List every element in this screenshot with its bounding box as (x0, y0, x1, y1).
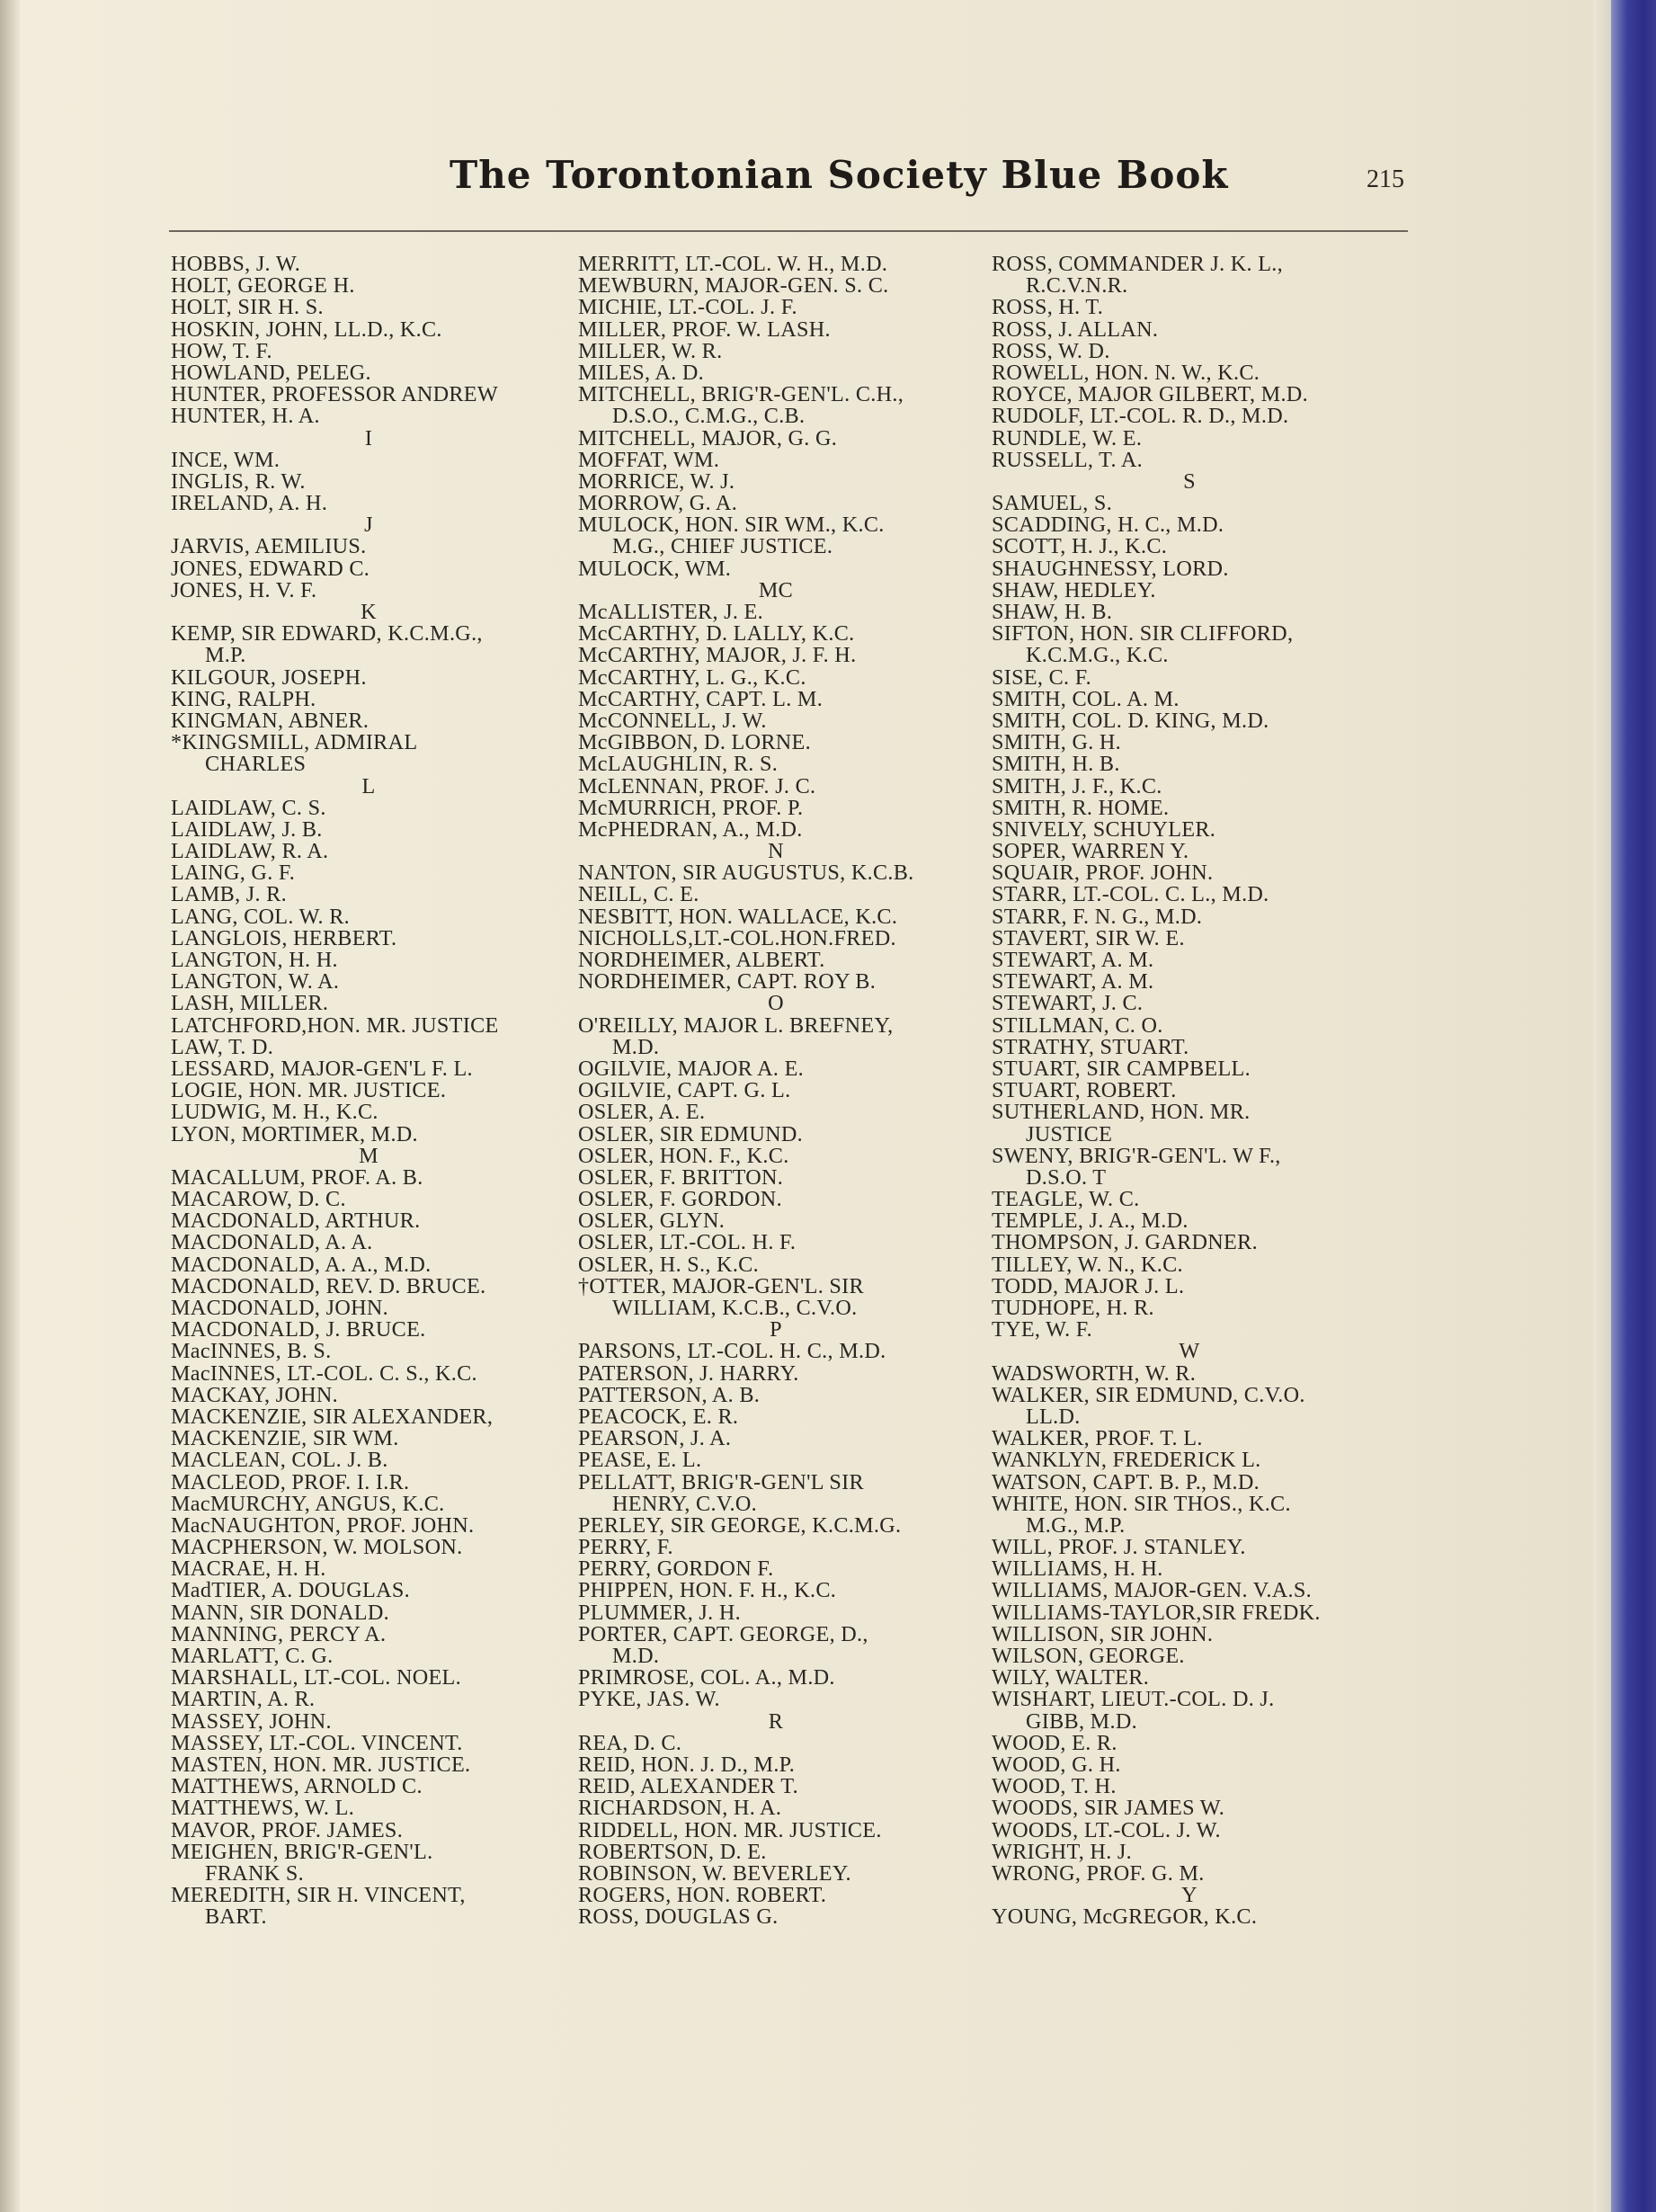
directory-entry: KILGOUR, JOSEPH. (171, 664, 367, 690)
directory-entry: MULOCK, WM. (578, 556, 732, 581)
directory-entry: SMITH, COL. A. M. (992, 686, 1180, 711)
page-gutter-shadow (0, 0, 20, 2212)
directory-entry: REID, HON. J. D., M.P. (578, 1752, 796, 1777)
directory-entry: WOOD, E. R. (992, 1730, 1117, 1755)
directory-entry: M.D. (612, 1034, 660, 1059)
directory-entry: MacMURCHY, ANGUS, K.C. (171, 1491, 445, 1516)
directory-entry: ROSS, COMMANDER J. K. L., (992, 252, 1284, 276)
directory-entry: McCARTHY, D. LALLY, K.C. (578, 621, 855, 647)
directory-entry: REID, ALEXANDER T. (578, 1774, 799, 1799)
directory-entry: *KINGSMILL, ADMIRAL (171, 730, 418, 755)
directory-entry: LAW, T. D. (171, 1034, 274, 1059)
directory-entry: HOSKIN, JOHN, LL.D., K.C. (171, 317, 442, 342)
directory-entry: TILLEY, W. N., K.C. (992, 1252, 1183, 1277)
directory-entry: WOOD, T. H. (992, 1774, 1117, 1799)
directory-entry: OSLER, F. BRITTON. (578, 1164, 784, 1190)
directory-entry: PERRY, GORDON F. (578, 1556, 774, 1582)
section-letter: Y (1181, 1883, 1197, 1908)
directory-entry: ROSS, J. ALLAN. (992, 317, 1159, 342)
directory-entry: JONES, H. V. F. (171, 577, 317, 602)
directory-entry: REA, D. C. (578, 1730, 682, 1755)
directory-entry: NORDHEIMER, ALBERT. (578, 948, 825, 972)
directory-entry: ROWELL, HON. N. W., K.C. (992, 360, 1260, 385)
directory-entry: O'REILLY, MAJOR L. BREFNEY, (578, 1012, 894, 1038)
directory-entry: OSLER, HON. F., K.C. (578, 1143, 789, 1168)
page-edge (1593, 0, 1611, 2212)
directory-entry: MACDONALD, J. BRUCE. (171, 1317, 426, 1342)
directory-entry: MAVOR, PROF. JAMES. (171, 1817, 404, 1842)
directory-entry: LOGIE, HON. MR. JUSTICE. (171, 1078, 447, 1103)
directory-entry: SIFTON, HON. SIR CLIFFORD, (992, 621, 1294, 647)
directory-entry: WISHART, LIEUT.-COL. D. J. (992, 1687, 1275, 1712)
directory-entry: NICHOLLS,LT.-COL.HON.FRED. (578, 925, 896, 950)
directory-entry: HUNTER, PROFESSOR ANDREW (171, 382, 499, 407)
directory-entry: KING, RALPH. (171, 686, 316, 711)
directory-entry: RUSSELL, T. A. (992, 447, 1143, 472)
directory-entry: McCARTHY, L. G., K.C. (578, 664, 806, 690)
directory-entry: JONES, EDWARD C. (171, 556, 370, 581)
directory-entry: MARTIN, A. R. (171, 1687, 316, 1712)
directory-entry: M.G., M.P. (1026, 1512, 1126, 1538)
directory-entry: SNIVELY, SCHUYLER. (992, 816, 1216, 842)
directory-entry: CHARLES (205, 752, 307, 777)
directory-entry: LASH, MILLER. (171, 991, 329, 1016)
directory-entry: LATCHFORD,HON. MR. JUSTICE (171, 1012, 499, 1038)
directory-entry: TEAGLE, W. C. (992, 1187, 1140, 1212)
directory-entry: MACDONALD, A. A., M.D. (171, 1252, 432, 1277)
directory-entry: McGIBBON, D. LORNE. (578, 730, 811, 755)
directory-entry: WHITE, HON. SIR THOS., K.C. (992, 1491, 1291, 1516)
directory-entry: MASTEN, HON. MR. JUSTICE. (171, 1752, 471, 1777)
directory-entry: LL.D. (1026, 1404, 1081, 1429)
directory-entry: OGILVIE, CAPT. G. L. (578, 1078, 791, 1103)
directory-entry: PERLEY, SIR GEORGE, K.C.M.G. (578, 1512, 902, 1538)
directory-entry: SHAW, H. B. (992, 600, 1113, 624)
directory-entry: LAIDLAW, C. S. (171, 795, 326, 820)
directory-entry: PLUMMER, J. H. (578, 1600, 741, 1625)
directory-entry: McMURRICH, PROF. P. (578, 795, 804, 820)
directory-entry: McPHEDRAN, A., M.D. (578, 816, 803, 842)
directory-entry: RUDOLF, LT.-COL. R. D., M.D. (992, 404, 1289, 429)
directory-entry: MEWBURN, MAJOR-GEN. S. C. (578, 273, 889, 299)
directory-entry: M.D. (612, 1644, 660, 1668)
section-letter: W (1179, 1339, 1200, 1364)
directory-entry: MEREDITH, SIR H. VINCENT, (171, 1883, 466, 1908)
directory-entry: HOWLAND, PELEG. (171, 360, 371, 385)
directory-entry: WILLIAM, K.C.B., C.V.O. (612, 1296, 858, 1320)
directory-entry: NEILL, C. E. (578, 882, 699, 907)
directory-entry: MORROW, G. A. (578, 491, 738, 516)
directory-entry: OSLER, H. S., K.C. (578, 1252, 759, 1277)
directory-entry: HENRY, C.V.O. (612, 1491, 757, 1516)
directory-entry: PYKE, JAS. W. (578, 1687, 720, 1712)
directory-entry: LAING, G. F. (171, 861, 296, 886)
directory-entry: McLENNAN, PROF. J. C. (578, 773, 816, 798)
directory-entry: STAVERT, SIR W. E. (992, 925, 1185, 950)
directory-entry: SCOTT, H. J., K.C. (992, 534, 1168, 559)
directory-entry: MILES, A. D. (578, 360, 704, 385)
directory-entry: MASSEY, JOHN. (171, 1708, 332, 1734)
directory-entry: RIDDELL, HON. MR. JUSTICE. (578, 1817, 882, 1842)
directory-entry: WATSON, CAPT. B. P., M.D. (992, 1469, 1260, 1494)
directory-entry: MILLER, W. R. (578, 338, 723, 363)
directory-entry: LANGLOIS, HERBERT. (171, 925, 397, 950)
section-letter: K (361, 600, 377, 624)
section-letter: L (361, 773, 376, 798)
directory-entry: STRATHY, STUART. (992, 1034, 1189, 1059)
section-letter: P (770, 1317, 782, 1342)
directory-entry: KINGMAN, ABNER. (171, 708, 369, 733)
directory-entry: OSLER, F. GORDON. (578, 1187, 782, 1212)
header-rule (169, 230, 1408, 232)
directory-entry: †OTTER, MAJOR-GEN'L. SIR (578, 1273, 864, 1298)
directory-entry: MACDONALD, ARTHUR. (171, 1209, 421, 1234)
directory-entry: MACRAE, H. H. (171, 1556, 326, 1582)
directory-entry: MEIGHEN, BRIG'R-GEN'L. (171, 1839, 433, 1864)
directory-entry: BART. (205, 1904, 267, 1930)
directory-entry: MATTHEWS, ARNOLD C. (171, 1774, 423, 1799)
directory-entry: NESBITT, HON. WALLACE, K.C. (578, 904, 898, 929)
directory-entry: SWENY, BRIG'R-GEN'L. W F., (992, 1143, 1281, 1168)
directory-entry: MACKENZIE, SIR ALEXANDER, (171, 1404, 494, 1429)
directory-entry: MATTHEWS, W. L. (171, 1796, 355, 1821)
directory-entry: STEWART, A. M. (992, 969, 1154, 995)
directory-entry: MACLEOD, PROF. I. I.R. (171, 1469, 410, 1494)
directory-entry: WILL, PROF. J. STANLEY. (992, 1535, 1246, 1560)
directory-entry: MacINNES, LT.-COL. C. S., K.C. (171, 1360, 477, 1386)
directory-entry: R.C.V.N.R. (1026, 273, 1128, 299)
directory-entry: WILSON, GEORGE. (992, 1644, 1185, 1668)
directory-entry: IRELAND, A. H. (171, 491, 328, 516)
directory-entry: MACKAY, JOHN. (171, 1382, 339, 1407)
directory-entry: LAMB, J. R. (171, 882, 287, 907)
directory-entry: TYE, W. F. (992, 1317, 1092, 1342)
directory-entry: PATTERSON, A. B. (578, 1382, 761, 1407)
directory-entry: ROYCE, MAJOR GILBERT, M.D. (992, 382, 1308, 407)
directory-entry: RICHARDSON, H. A. (578, 1796, 782, 1821)
directory-entry: SISE, C. F. (992, 664, 1091, 690)
directory-entry: MANN, SIR DONALD. (171, 1600, 389, 1625)
directory-entry: MULOCK, HON. SIR WM., K.C. (578, 513, 885, 538)
directory-entry: OSLER, LT.-COL. H. F. (578, 1230, 797, 1255)
directory-entry: SUTHERLAND, HON. MR. (992, 1100, 1251, 1125)
directory-entry: SMITH, H. B. (992, 752, 1120, 777)
directory-entry: OGILVIE, MAJOR A. E. (578, 1056, 805, 1081)
directory-entry: MacNAUGHTON, PROF. JOHN. (171, 1512, 475, 1538)
section-letter: N (768, 839, 784, 864)
name-column-3 (992, 254, 1414, 1928)
directory-entry: LAIDLAW, J. B. (171, 816, 323, 842)
directory-entry: MERRITT, LT.-COL. W. H., M.D. (578, 252, 888, 276)
directory-entry: MACALLUM, PROF. A. B. (171, 1164, 423, 1190)
directory-entry: OSLER, SIR EDMUND. (578, 1121, 803, 1146)
directory-entry: MITCHELL, MAJOR, G. G. (578, 425, 838, 450)
directory-entry: LANGTON, H. H. (171, 948, 338, 972)
directory-entry: STEWART, J. C. (992, 991, 1144, 1016)
directory-entry: MACDONALD, JOHN. (171, 1296, 388, 1320)
directory-entry: LESSARD, MAJOR-GEN'L F. L. (171, 1056, 473, 1081)
directory-entry: HOLT, SIR H. S. (171, 295, 324, 320)
directory-entry: ROSS, W. D. (992, 338, 1110, 363)
directory-entry: PERRY, F. (578, 1535, 673, 1560)
book-binding (1611, 0, 1656, 2212)
directory-entry: THOMPSON, J. GARDNER. (992, 1230, 1258, 1255)
directory-entry: SHAW, HEDLEY. (992, 577, 1156, 602)
directory-entry: ROSS, DOUGLAS G. (578, 1904, 779, 1930)
directory-entry: WOODS, SIR JAMES W. (992, 1796, 1225, 1821)
directory-entry: STILLMAN, C. O. (992, 1012, 1163, 1038)
directory-entry: MACDONALD, A. A. (171, 1230, 373, 1255)
directory-entry: YOUNG, McGREGOR, K.C. (992, 1904, 1258, 1930)
directory-entry: MacINNES, B. S. (171, 1339, 332, 1364)
directory-entry: TUDHOPE, H. R. (992, 1296, 1154, 1320)
section-letter: J (364, 513, 373, 538)
section-letter: O (768, 991, 784, 1016)
directory-entry: LAIDLAW, R. A. (171, 839, 329, 864)
directory-entry: HOW, T. F. (171, 338, 272, 363)
directory-entry: MACPHERSON, W. MOLSON. (171, 1535, 463, 1560)
directory-entry: MORRICE, W. J. (578, 468, 735, 494)
directory-entry: STUART, ROBERT. (992, 1078, 1177, 1103)
directory-entry: MACAROW, D. C. (171, 1187, 346, 1212)
directory-entry: MACKENZIE, SIR WM. (171, 1426, 399, 1451)
directory-entry: MACDONALD, REV. D. BRUCE. (171, 1273, 486, 1298)
directory-entry: MILLER, PROF. W. LASH. (578, 317, 831, 342)
directory-entry: PELLATT, BRIG'R-GEN'L SIR (578, 1469, 864, 1494)
directory-entry: MICHIE, LT.-COL. J. F. (578, 295, 797, 320)
section-letter: M (359, 1143, 378, 1168)
directory-entry: RUNDLE, W. E. (992, 425, 1143, 450)
name-column-2 (578, 254, 1001, 1928)
directory-entry: JARVIS, AEMILIUS. (171, 534, 367, 559)
directory-entry: OSLER, GLYN. (578, 1209, 726, 1234)
directory-entry: ROBERTSON, D. E. (578, 1839, 767, 1864)
directory-entry: WALKER, SIR EDMUND, C.V.O. (992, 1382, 1305, 1407)
directory-entry: WOODS, LT.-COL. J. W. (992, 1817, 1221, 1842)
directory-entry: SHAUGHNESSY, LORD. (992, 556, 1229, 581)
directory-entry: PEASE, E. L. (578, 1448, 702, 1473)
directory-entry: MANNING, PERCY A. (171, 1621, 387, 1646)
directory-entry: McLAUGHLIN, R. S. (578, 752, 779, 777)
directory-entry: MASSEY, LT.-COL. VINCENT. (171, 1730, 463, 1755)
directory-entry: WRIGHT, H. J. (992, 1839, 1132, 1864)
directory-entry: PRIMROSE, COL. A., M.D. (578, 1665, 835, 1690)
directory-entry: MARSHALL, LT.-COL. NOEL. (171, 1665, 461, 1690)
directory-entry: HOLT, GEORGE H. (171, 273, 355, 299)
directory-entry: STEWART, A. M. (992, 948, 1154, 972)
directory-entry: McCONNELL, J. W. (578, 708, 767, 733)
directory-entry: PEARSON, J. A. (578, 1426, 732, 1451)
section-letter: MC (758, 577, 794, 602)
directory-entry: MOFFAT, WM. (578, 447, 720, 472)
directory-entry: WOOD, G. H. (992, 1752, 1121, 1777)
directory-entry: SCADDING, H. C., M.D. (992, 513, 1224, 538)
directory-entry: KEMP, SIR EDWARD, K.C.M.G., (171, 621, 483, 647)
directory-entry: JUSTICE (1026, 1121, 1113, 1146)
name-column-1 (171, 254, 593, 1928)
directory-entry: PHIPPEN, HON. F. H., K.C. (578, 1578, 837, 1603)
directory-entry: HUNTER, H. A. (171, 404, 320, 429)
directory-entry: INCE, WM. (171, 447, 280, 472)
directory-entry: McCARTHY, MAJOR, J. F. H. (578, 643, 857, 668)
directory-entry: WILLIAMS-TAYLOR,SIR FREDK. (992, 1600, 1321, 1625)
directory-entry: McALLISTER, J. E. (578, 600, 763, 624)
directory-entry: PORTER, CAPT. GEORGE, D., (578, 1621, 868, 1646)
section-letter: I (364, 425, 373, 450)
directory-entry: STARR, F. N. G., M.D. (992, 904, 1203, 929)
directory-entry: K.C.M.G., K.C. (1026, 643, 1169, 668)
directory-entry: LANGTON, W. A. (171, 969, 340, 995)
directory-entry: GIBB, M.D. (1026, 1708, 1137, 1734)
directory-entry: LANG, COL. W. R. (171, 904, 350, 929)
directory-entry: WILLISON, SIR JOHN. (992, 1621, 1214, 1646)
directory-entry: MadTIER, A. DOUGLAS. (171, 1578, 411, 1603)
directory-entry: TEMPLE, J. A., M.D. (992, 1209, 1189, 1234)
directory-entry: STUART, SIR CAMPBELL. (992, 1056, 1251, 1081)
directory-entry: LYON, MORTIMER, M.D. (171, 1121, 418, 1146)
directory-entry: WILY, WALTER. (992, 1665, 1150, 1690)
directory-entry: McCARTHY, CAPT. L. M. (578, 686, 824, 711)
directory-entry: SMITH, G. H. (992, 730, 1122, 755)
directory-entry: WANKLYN, FREDERICK L. (992, 1448, 1261, 1473)
directory-entry: SMITH, R. HOME. (992, 795, 1170, 820)
directory-entry: HOBBS, J. W. (171, 252, 301, 276)
directory-entry: INGLIS, R. W. (171, 468, 306, 494)
directory-entry: FRANK S. (205, 1860, 304, 1886)
directory-entry: TODD, MAJOR J. L. (992, 1273, 1185, 1298)
directory-entry: OSLER, A. E. (578, 1100, 706, 1125)
directory-entry: WILLIAMS, MAJOR-GEN. V.A.S. (992, 1578, 1312, 1603)
page-number: 215 (1367, 165, 1404, 193)
directory-entry: ROBINSON, W. BEVERLEY. (578, 1860, 851, 1886)
directory-entry: SAMUEL, S. (992, 491, 1113, 516)
directory-entry: SMITH, COL. D. KING, M.D. (992, 708, 1269, 733)
running-header-title: The Torontonian Society Blue Book (450, 153, 1229, 197)
directory-entry: NORDHEIMER, CAPT. ROY B. (578, 969, 877, 995)
section-letter: R (768, 1708, 784, 1734)
section-letter: S (1183, 468, 1196, 494)
directory-entry: PATERSON, J. HARRY. (578, 1360, 799, 1386)
directory-entry: M.P. (205, 643, 246, 668)
directory-entry: SQUAIR, PROF. JOHN. (992, 861, 1214, 886)
directory-entry: WILLIAMS, H. H. (992, 1556, 1163, 1582)
directory-entry: M.G., CHIEF JUSTICE. (612, 534, 833, 559)
directory-entry: MARLATT, C. G. (171, 1644, 334, 1668)
directory-entry: PEACOCK, E. R. (578, 1404, 739, 1429)
directory-entry: D.S.O. T (1026, 1164, 1107, 1190)
directory-entry: MITCHELL, BRIG'R-GEN'L. C.H., (578, 382, 904, 407)
directory-entry: ROSS, H. T. (992, 295, 1104, 320)
directory-entry: LUDWIG, M. H., K.C. (171, 1100, 378, 1125)
directory-entry: SOPER, WARREN Y. (992, 839, 1189, 864)
directory-entry: WADSWORTH, W. R. (992, 1360, 1197, 1386)
directory-entry: STARR, LT.-COL. C. L., M.D. (992, 882, 1269, 907)
directory-entry: WALKER, PROF. T. L. (992, 1426, 1203, 1451)
directory-entry: NANTON, SIR AUGUSTUS, K.C.B. (578, 861, 914, 886)
directory-entry: MACLEAN, COL. J. B. (171, 1448, 388, 1473)
directory-entry: D.S.O., C.M.G., C.B. (612, 404, 806, 429)
directory-entry: WRONG, PROF. G. M. (992, 1860, 1205, 1886)
directory-entry: SMITH, J. F., K.C. (992, 773, 1162, 798)
directory-entry: PARSONS, LT.-COL. H. C., M.D. (578, 1339, 886, 1364)
directory-entry: ROGERS, HON. ROBERT. (578, 1883, 827, 1908)
